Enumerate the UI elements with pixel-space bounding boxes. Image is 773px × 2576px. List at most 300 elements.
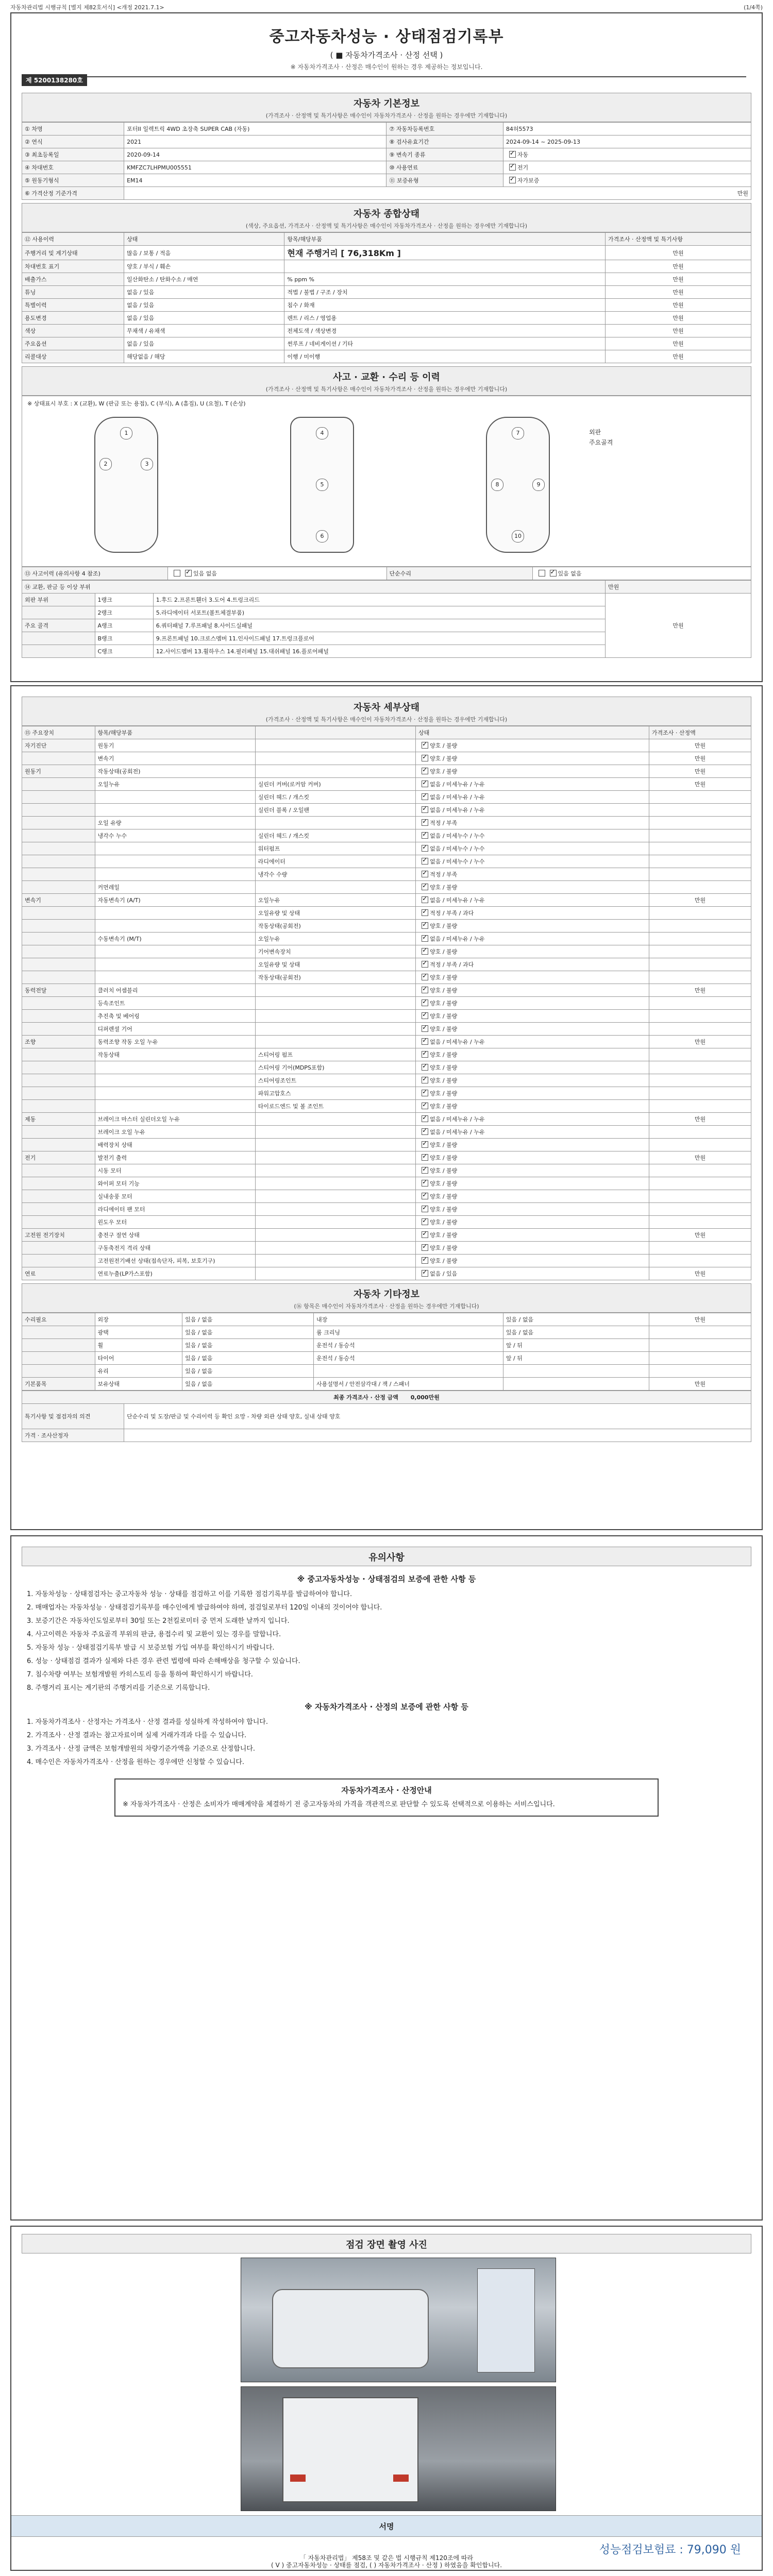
detail-price: [649, 920, 751, 933]
detail-price: [649, 933, 751, 945]
detail-price: 만원: [649, 984, 751, 997]
checkbox-icon: [422, 1103, 428, 1109]
other-sub-item: 운전석 / 동승석: [313, 1352, 503, 1365]
overall-detail: % ppm %: [284, 273, 606, 286]
photo-section: [22, 2234, 751, 2253]
table-row: [22, 855, 751, 868]
basic-info-note: (가격조사 · 산정액 및 특기사항은 매수인이 자동차가격조사 · 산정을 원하는 경우에만 기재합니다): [265, 112, 508, 119]
table-row: [22, 791, 751, 804]
checkbox-icon: [422, 806, 428, 813]
detail-item: [95, 791, 255, 804]
checkbox-icon: [422, 1154, 428, 1161]
detail-group: 변속기: [22, 894, 95, 907]
detail-state-label: 양호 / 불량: [430, 768, 458, 775]
table-row: [22, 1010, 751, 1023]
detail-state: [416, 958, 649, 971]
checkbox-icon: [422, 1270, 428, 1277]
other-note: (⑯ 항목은 매수인이 자동차가격조사 · 산정을 원하는 경우에만 기재합니다): [294, 1303, 479, 1310]
detail-price: [649, 842, 751, 855]
detail-price: [649, 1216, 751, 1229]
checkbox-icon: [422, 884, 428, 890]
basic-label: ① 차명: [22, 123, 124, 135]
overall-table: [22, 232, 751, 363]
checkbox-icon: [422, 742, 428, 749]
basic-label: ⑥ 가격산정 기준가격: [22, 187, 124, 200]
checkbox-icon: [422, 1025, 428, 1032]
overall-heading: 자동차 종합상태: [354, 209, 419, 219]
column-header: ⑮ 주요장치: [22, 726, 95, 739]
detail-state-label: 양호 / 불량: [430, 755, 458, 762]
column-header: 상태: [416, 726, 649, 739]
detail-group: [22, 791, 95, 804]
detail-group: [22, 868, 95, 881]
detail-state: [416, 1267, 649, 1280]
detail-part: [255, 765, 415, 778]
detail-state-label: 양호 / 불량: [430, 948, 458, 955]
detail-group: 제동: [22, 1113, 95, 1126]
column-header: 가격조사 · 산정액 및 특기사항: [605, 233, 751, 246]
detail-part: 실린더 헤드 / 개스킷: [255, 829, 415, 842]
accident-history-value: ✓ 있음 없음: [168, 567, 387, 580]
table-row: [22, 325, 751, 337]
detail-state: [416, 739, 649, 752]
basic-label: ⑦ 자동차등록번호: [386, 123, 503, 135]
other-sub-state: 앞 / 뒤: [503, 1339, 649, 1352]
table-row: [22, 1255, 751, 1267]
detail-group: [22, 817, 95, 829]
checkbox-icon: [422, 1090, 428, 1096]
basic-label: ③ 최초등록일: [22, 148, 124, 161]
other-item: 휠: [95, 1339, 182, 1352]
detail-state: [416, 868, 649, 881]
detail-state: [416, 791, 649, 804]
checkbox-icon: [422, 1077, 428, 1083]
other-sub-item: 내장: [313, 1313, 503, 1326]
exchange-rank: 1랭크: [95, 594, 153, 606]
simple-repair-label: 단순수리: [386, 567, 532, 580]
basic-value: 84허5573: [503, 123, 751, 135]
detail-price: [649, 1255, 751, 1267]
exchange-parts: 5.라디에이터 서포트(볼트체결부품): [153, 606, 605, 619]
table-row: [22, 135, 751, 148]
detail-state-label: 양호 / 불량: [430, 1206, 458, 1213]
page-title: 중고자동차성능 · 상태점검기록부: [269, 28, 504, 46]
other-sub-state: [503, 1365, 649, 1378]
detail-price: [649, 881, 751, 894]
overall-price: 만원: [605, 299, 751, 312]
status-legend: ※ 상태표시 부호 : X (교환), W (판금 또는 용접), C (부식), A (흠집), U (요철), T (손상): [27, 400, 246, 407]
total-row: [22, 1391, 751, 1404]
exchange-group: 주요 골격: [22, 619, 95, 632]
price-examiner-value: [124, 1429, 751, 1442]
exchange-group: [22, 606, 95, 619]
detail-state-label: 양호 / 불량: [430, 1052, 458, 1058]
detail-item: [95, 1087, 255, 1100]
vehicle-front-shape: [272, 2289, 429, 2368]
detail-state: [416, 752, 649, 765]
detail-item: 고전원전기배선 상태(접속단자, 피복, 보호기구): [95, 1255, 255, 1267]
other-sub-state: [503, 1378, 649, 1391]
checkbox-icon: [422, 1218, 428, 1225]
overall-state: 없음 / 있음: [124, 286, 284, 299]
table-row: [22, 958, 751, 971]
detail-part: [255, 1113, 415, 1126]
detail-price: [649, 1177, 751, 1190]
exchange-group: [22, 645, 95, 658]
table-row: [22, 1203, 751, 1216]
detail-group: [22, 1023, 95, 1036]
detail-price: [649, 1164, 751, 1177]
detail-state-label: 적정 / 부족 / 과다: [430, 910, 474, 917]
table-row: [22, 161, 751, 174]
detail-section: [22, 697, 751, 726]
detail-state-label: 없음 / 미세누수 / 누수: [430, 833, 485, 839]
detail-part: 작동상태(공회전): [255, 971, 415, 984]
detail-group: [22, 1126, 95, 1139]
detail-part: [255, 1139, 415, 1151]
detail-state-label: 적정 / 부족 / 과다: [430, 961, 474, 968]
checkbox-icon: [422, 909, 428, 916]
detail-part: [255, 997, 415, 1010]
part-number-marker: 4: [316, 427, 328, 439]
detail-part: 라디에이터: [255, 855, 415, 868]
detail-state-label: 양호 / 불량: [430, 1077, 458, 1084]
checkbox-icon: [422, 1141, 428, 1148]
checkbox-icon: [422, 948, 428, 955]
overall-price: 만원: [605, 350, 751, 363]
detail-price: [649, 907, 751, 920]
detail-price: [649, 829, 751, 842]
detail-state-label: 양호 / 불량: [430, 974, 458, 981]
detail-state: [416, 804, 649, 817]
detail-part: [255, 984, 415, 997]
part-number-marker: 1: [120, 427, 132, 439]
overall-item: 특별이력: [22, 299, 124, 312]
detail-price: [649, 1023, 751, 1036]
overall-detail: 썬루프 / 네비게이션 / 기타: [284, 337, 606, 350]
overall-price: 만원: [605, 246, 751, 260]
detail-part: 오일유량 및 상태: [255, 958, 415, 971]
detail-group: 전기: [22, 1151, 95, 1164]
detail-price: [649, 804, 751, 817]
detail-price: [649, 1061, 751, 1074]
detail-state: [416, 1255, 649, 1267]
detail-price: [649, 791, 751, 804]
detail-group: 연료: [22, 1267, 95, 1280]
detail-item: 추진축 및 베어링: [95, 1010, 255, 1023]
detail-state-label: 양호 / 불량: [430, 1180, 458, 1187]
table-row: [22, 1429, 751, 1442]
basic-value: ✓ 자동: [503, 148, 751, 161]
detail-part: 스티어링 기어(MDPS포함): [255, 1061, 415, 1074]
other-item: 유리: [95, 1365, 182, 1378]
checkbox-icon: [422, 755, 428, 761]
table-row: [22, 187, 751, 200]
table-row: [22, 1036, 751, 1048]
inspection-photo-front: [241, 2258, 556, 2382]
detail-price: 만원: [649, 752, 751, 765]
table-row: [22, 1365, 751, 1378]
detail-price: 만원: [649, 739, 751, 752]
other-item: 보유상태: [95, 1378, 182, 1391]
detail-part: [255, 1190, 415, 1203]
detail-group: [22, 1074, 95, 1087]
exchange-price: 만원: [605, 594, 751, 658]
accident-history-label: ⑬ 사고이력 (유의사항 4 참조): [22, 567, 168, 580]
car-diagram: [22, 396, 751, 567]
overall-detail: [284, 246, 606, 260]
checkbox-icon: [422, 1167, 428, 1174]
detail-state-label: 양호 / 불량: [430, 1193, 458, 1200]
table-row: [22, 567, 751, 580]
overall-item: 용도변경: [22, 312, 124, 325]
detail-part: 실린더 블록 / 오일팬: [255, 804, 415, 817]
overall-state: 무채색 / 유채색: [124, 325, 284, 337]
checkbox-icon: [422, 781, 428, 787]
detail-state: [416, 933, 649, 945]
other-price: [649, 1352, 751, 1365]
other-price: [649, 1365, 751, 1378]
detail-state: [416, 1139, 649, 1151]
basic-label: ⑪ 보증유형: [386, 174, 503, 187]
detail-group: [22, 933, 95, 945]
table-row: [22, 752, 751, 765]
detail-part: [255, 1216, 415, 1229]
table-row: [22, 971, 751, 984]
detail-part: [255, 1242, 415, 1255]
detail-part: [255, 1203, 415, 1216]
basic-label: ⑧ 검사유효기간: [386, 135, 503, 148]
price-info-box: [114, 1778, 659, 1817]
detail-group: [22, 842, 95, 855]
total-label: 최종 가격조사 · 산정 금액: [333, 1394, 398, 1401]
table-row: [22, 123, 751, 135]
basic-value: EM14: [124, 174, 386, 187]
detail-group: [22, 997, 95, 1010]
detail-state: [416, 945, 649, 958]
basic-info-section: [22, 93, 751, 122]
other-state: 있음 / 없음: [182, 1339, 314, 1352]
detail-price: [649, 817, 751, 829]
other-price: 만원: [649, 1378, 751, 1391]
detail-state: [416, 1190, 649, 1203]
checkbox-icon: [422, 1038, 428, 1045]
basic-info-heading: 자동차 기본정보: [354, 98, 419, 109]
detail-price: [649, 997, 751, 1010]
detail-state-label: 양호 / 불량: [430, 1232, 458, 1239]
basic-label: ④ 차대번호: [22, 161, 124, 174]
simple-repair-value: ✓ 있음 없음: [532, 567, 751, 580]
accident-table: [22, 567, 751, 580]
detail-group: [22, 752, 95, 765]
detail-state-label: 양호 / 불량: [430, 1064, 458, 1071]
overall-item: 주요옵션: [22, 337, 124, 350]
detail-price: [649, 945, 751, 958]
signature-label: 서명: [379, 2522, 394, 2531]
notice-item: 7. 침수차량 여부는 보험개발원 카히스토리 등을 통하여 확인하시기 바랍니다.: [27, 1671, 253, 1679]
price-header: 만원: [605, 581, 751, 594]
detail-item: 수동변속기 (M/T): [95, 933, 255, 945]
accident-note: (가격조사 · 산정액 및 특기사항은 매수인이 자동차가격조사 · 산정을 원하는 경우에만 기재합니다): [265, 386, 508, 393]
other-state: 있음 / 없음: [182, 1352, 314, 1365]
table-row: [22, 933, 751, 945]
detail-state-label: 없음 / 있음: [430, 1270, 458, 1277]
detail-item: 변속기: [95, 752, 255, 765]
detail-item: 구동축전지 격리 상태: [95, 1242, 255, 1255]
table-row: [22, 273, 751, 286]
detail-part: [255, 1229, 415, 1242]
notice-subheading: ※ 중고자동차성능 · 상태점검의 보증에 관한 사항 등: [297, 1574, 476, 1584]
detail-part: [255, 1023, 415, 1036]
overall-detail: 전체도색 / 색상변경: [284, 325, 606, 337]
table-row: [22, 1391, 751, 1404]
photo-heading: 점검 장면 촬영 사진: [346, 2240, 427, 2250]
detail-state-label: 양호 / 불량: [430, 1013, 458, 1020]
overall-state: 없음 / 있음: [124, 337, 284, 350]
title-box: [27, 24, 746, 77]
detail-state: [416, 765, 649, 778]
detail-state-label: 양호 / 불량: [430, 1219, 458, 1226]
detail-state: [416, 920, 649, 933]
detail-group: [22, 1087, 95, 1100]
table-row: [22, 594, 751, 606]
table-row: [22, 1151, 751, 1164]
overall-section: [22, 203, 751, 232]
detail-group: [22, 1177, 95, 1190]
detail-item: 작동상태(공회전): [95, 765, 255, 778]
checkbox-icon: [422, 1051, 428, 1058]
checkbox-icon: [185, 570, 192, 577]
table-row: [22, 312, 751, 325]
detail-state-label: 양호 / 불량: [430, 1103, 458, 1110]
notice-item: 2. 가격조사 · 산정 결과는 참고자료이며 실제 거래가격과 다를 수 있습니다.: [27, 1732, 247, 1739]
detail-state-label: 적정 / 부족: [430, 871, 458, 878]
other-item: 외장: [95, 1313, 182, 1326]
detail-price: [649, 971, 751, 984]
checkbox-icon: [509, 151, 516, 158]
outer-panel-label: 외판: [589, 429, 601, 436]
checkbox-icon: [422, 999, 428, 1006]
page-one: [10, 12, 763, 682]
overall-price: 만원: [605, 312, 751, 325]
detail-part: 워터펌프: [255, 842, 415, 855]
detail-state: [416, 984, 649, 997]
detail-group: [22, 1203, 95, 1216]
detail-price: 만원: [649, 1151, 751, 1164]
checkbox-icon: [509, 164, 516, 171]
detail-group: [22, 971, 95, 984]
checkbox-icon: [422, 1257, 428, 1264]
column-header: 항목/해당부품: [284, 233, 606, 246]
basic-value: 2021: [124, 135, 386, 148]
detail-part: 냉각수 수량: [255, 868, 415, 881]
table-row: [22, 1061, 751, 1074]
detail-group: [22, 1164, 95, 1177]
table-row: [22, 1126, 751, 1139]
detail-price: 만원: [649, 1229, 751, 1242]
detail-item: 충전구 절연 상태: [95, 1229, 255, 1242]
detail-part: 오일유량 및 상태: [255, 907, 415, 920]
detail-part: 오일누유: [255, 933, 415, 945]
checkbox-icon: [422, 1193, 428, 1199]
detail-item: [95, 971, 255, 984]
accident-section: [22, 366, 751, 396]
detail-state: [416, 1074, 649, 1087]
table-row: [22, 920, 751, 933]
detail-price: 만원: [649, 1267, 751, 1280]
table-row: [22, 1023, 751, 1036]
detail-group: [22, 958, 95, 971]
detail-item: 실내송풍 모터: [95, 1190, 255, 1203]
table-row: [22, 1313, 751, 1326]
other-group: [22, 1339, 95, 1352]
special-text: 단순수리 및 도장/판금 및 수리이력 등 확인 요망 - 차량 외관 상태 양호, 실내 상태 양호: [124, 1404, 751, 1429]
detail-state-label: 양호 / 불량: [430, 1167, 458, 1174]
detail-item: 디퍼렌셜 기어: [95, 1023, 255, 1036]
other-section: [22, 1283, 751, 1313]
checkbox-icon: [422, 1231, 428, 1238]
detail-state-label: 없음 / 미세누유 / 누유: [430, 936, 485, 942]
basic-value: 만원: [124, 187, 751, 200]
basic-label: ⑤ 원동기형식: [22, 174, 124, 187]
notice-heading: 유의사항: [368, 1552, 405, 1563]
detail-state: [416, 1203, 649, 1216]
checkbox-icon: [422, 961, 428, 968]
detail-group: [22, 1216, 95, 1229]
column-header: [255, 726, 415, 739]
detail-item: [95, 855, 255, 868]
detail-group: [22, 1255, 95, 1267]
detail-part: [255, 1255, 415, 1267]
detail-item: [95, 804, 255, 817]
exchange-group: 외판 부위: [22, 594, 95, 606]
exchange-rank: 2랭크: [95, 606, 153, 619]
basic-info-table: [22, 122, 751, 200]
overall-item: 배출가스: [22, 273, 124, 286]
detail-part: 스티어링조인트: [255, 1074, 415, 1087]
table-row: [22, 1339, 751, 1352]
exchange-parts: 12.사이드멤버 13.휠하우스 14.필러패널 15.대쉬패널 16.플로어패널: [153, 645, 605, 658]
detail-group: 고전원 전기장치: [22, 1229, 95, 1242]
detail-group: [22, 1190, 95, 1203]
overall-note: (색상, 주요옵션, 가격조사 · 산정액 및 특기사항은 매수인이 자동차가격조사 · 산정을 원하는 경우에만 기재합니다): [245, 223, 528, 229]
confirmation-line: 「 자동차관리법」 제58조 및 같은 법 시행규칙 제120조에 따라: [299, 2554, 474, 2562]
detail-state: [416, 1126, 649, 1139]
detail-part: [255, 1151, 415, 1164]
form-header-line: [10, 3, 763, 11]
table-row: [22, 907, 751, 920]
detail-state: [416, 894, 649, 907]
other-sub-state: 있음 / 없음: [503, 1326, 649, 1339]
special-label: 특기사항 및 점검자의 의견: [22, 1404, 124, 1429]
other-table: [22, 1313, 751, 1391]
table-row: [22, 1216, 751, 1229]
part-number-marker: 6: [316, 530, 328, 543]
detail-group: 자기진단: [22, 739, 95, 752]
exchange-parts: 1.후드 2.프론트휀더 3.도어 4.트렁크리드: [153, 594, 605, 606]
exchange-parts: 6.쿼터패널 7.루프패널 8.사이드실패널: [153, 619, 605, 632]
detail-heading: 자동차 세부상태: [354, 702, 419, 713]
detail-state-label: 양호 / 불량: [430, 1090, 458, 1097]
detail-price: [649, 1087, 751, 1100]
detail-part: 기어변속장치: [255, 945, 415, 958]
overall-state: 해당없음 / 해당: [124, 350, 284, 363]
checkbox-icon: [422, 987, 428, 993]
detail-state: [416, 778, 649, 791]
confirmation-text: [11, 2554, 762, 2569]
detail-state-label: 양호 / 불량: [430, 884, 458, 891]
checkbox-icon: [422, 974, 428, 980]
